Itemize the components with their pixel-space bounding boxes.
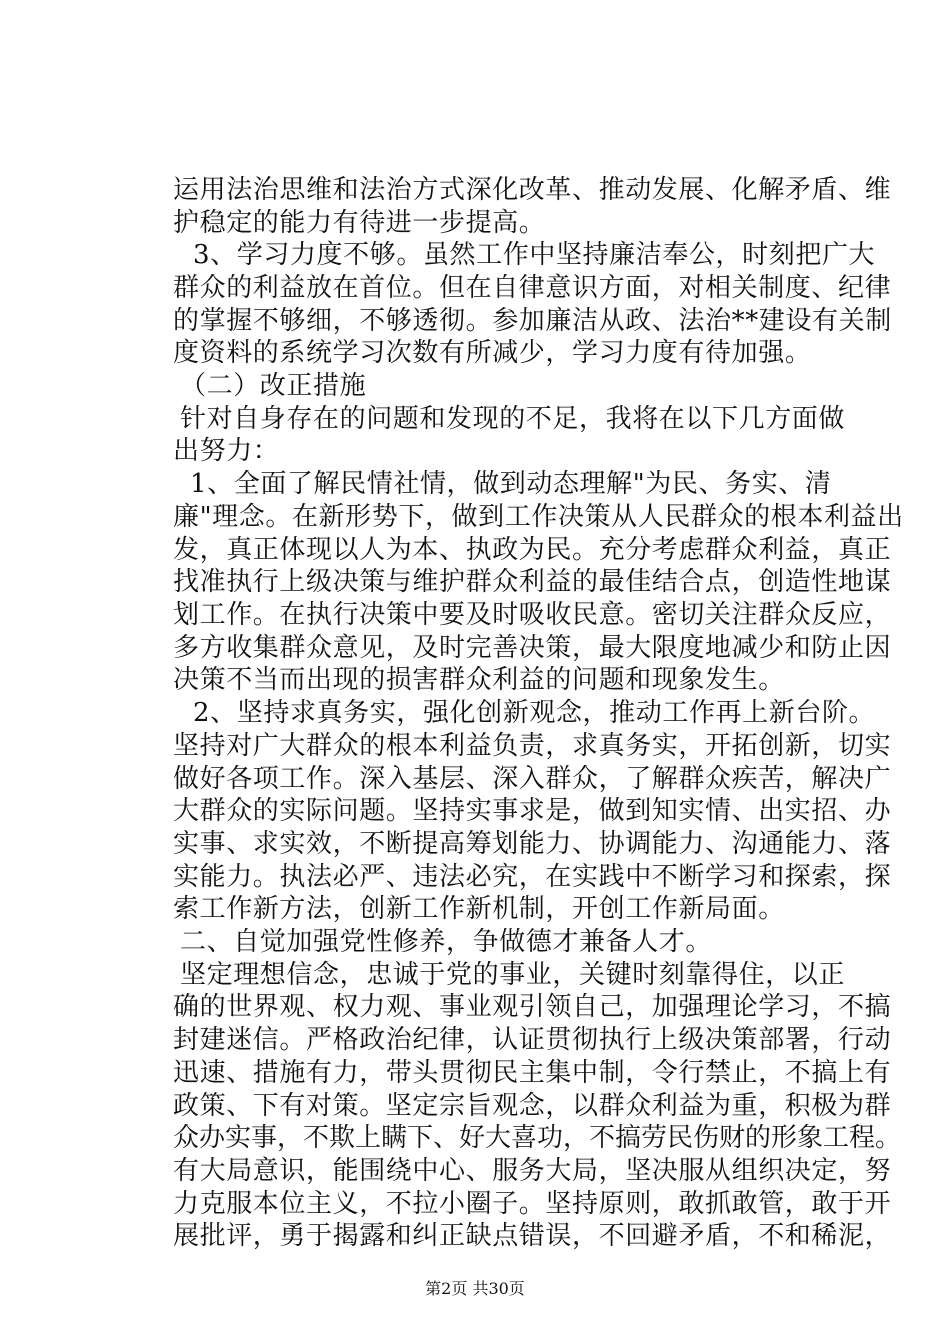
text-line: 实能力。执法必严、违法必究，在实践中不断学习和探索，探	[173, 862, 892, 892]
text-line: 确的世界观、权力观、事业观引领自己，加强理论学习，不搞	[173, 992, 892, 1022]
text-line: 众办实事，不欺上瞒下、好大喜功，不搞劳民伤财的形象工程。	[173, 1123, 902, 1153]
text-line: 找准执行上级决策与维护群众利益的最佳结合点，创造性地谋	[173, 567, 892, 597]
text-line: 护稳定的能力有待进一步提高。	[173, 208, 546, 238]
text-line: 廉"理念。在新形势下，做到工作决策从人民群众的根本利益出	[173, 502, 904, 532]
text-line: 2、坚持求真务实，强化创新观念，推动工作再上新台阶。	[193, 698, 876, 728]
text-line: 运用法治思维和法治方式深化改革、推动发展、化解矛盾、维	[173, 175, 892, 205]
text-line: 实事、求实效，不断提高筹划能力、协调能力、沟通能力、落	[173, 829, 892, 859]
text-line: 索工作新方法，创新工作新机制，开创工作新局面。	[173, 894, 785, 924]
page-footer	[0, 1278, 950, 1300]
text-line: 发，真正体现以人为本、执政为民。充分考虑群众利益，真正	[173, 535, 892, 565]
section-heading: （二）改正措施	[180, 371, 367, 401]
text-line: 坚持对广大群众的根本利益负责，求真务实，开拓创新，切实	[173, 731, 892, 761]
text-line: 3、学习力度不够。虽然工作中坚持廉洁奉公，时刻把广大	[193, 240, 876, 270]
text-line: 划工作。在执行决策中要及时吸收民意。密切关注群众反应，	[173, 600, 892, 630]
text-line: 有大局意识，能围绕中心、服务大局，坚决服从组织决定，努	[173, 1156, 892, 1186]
text-line: 的掌握不够细，不够透彻。参加廉洁从政、法治**建设有关制	[173, 306, 892, 336]
text-line: 大群众的实际问题。坚持实事求是，做到知实情、出实招、办	[173, 796, 892, 826]
text-line: 坚定理想信念，忠诚于党的事业，关键时刻靠得住，以正	[180, 960, 846, 990]
text-line: 展批评，勇于揭露和纠正缺点错误，不回避矛盾，不和稀泥，	[173, 1221, 892, 1251]
text-line: 政策、下有对策。坚定宗旨观念，以群众利益为重，积极为群	[173, 1091, 892, 1121]
section-heading: 二、自觉加强党性修养，争做德才兼备人才。	[180, 927, 713, 957]
text-line: 迅速、措施有力，带头贯彻民主集中制，令行禁止，不搞上有	[173, 1058, 892, 1088]
text-line: 多方收集群众意见，及时完善决策，最大限度地减少和防止因	[173, 633, 892, 663]
text-line: 出努力：	[173, 436, 280, 466]
text-line: 1、全面了解民情社情，做到动态理解"为民、务实、清	[190, 469, 832, 499]
text-line: 做好各项工作。深入基层、深入群众，了解群众疾苦，解决广	[173, 764, 892, 794]
text-line: 针对自身存在的问题和发现的不足，我将在以下几方面做	[180, 404, 846, 434]
text-line: 群众的利益放在首位。但在自律意识方面，对相关制度、纪律	[173, 273, 892, 303]
text-line: 决策不当而出现的损害群众利益的问题和现象发生。	[173, 665, 785, 695]
text-line: 力克服本位主义，不拉小圈子。坚持原则，敢抓敢管，敢于开	[173, 1189, 892, 1219]
page-number-label: 第2页 共30页	[425, 1279, 525, 1298]
text-line: 度资料的系统学习次数有所减少，学习力度有待加强。	[173, 338, 812, 368]
text-line: 封建迷信。严格政治纪律，认证贯彻执行上级决策部署，行动	[173, 1025, 892, 1055]
